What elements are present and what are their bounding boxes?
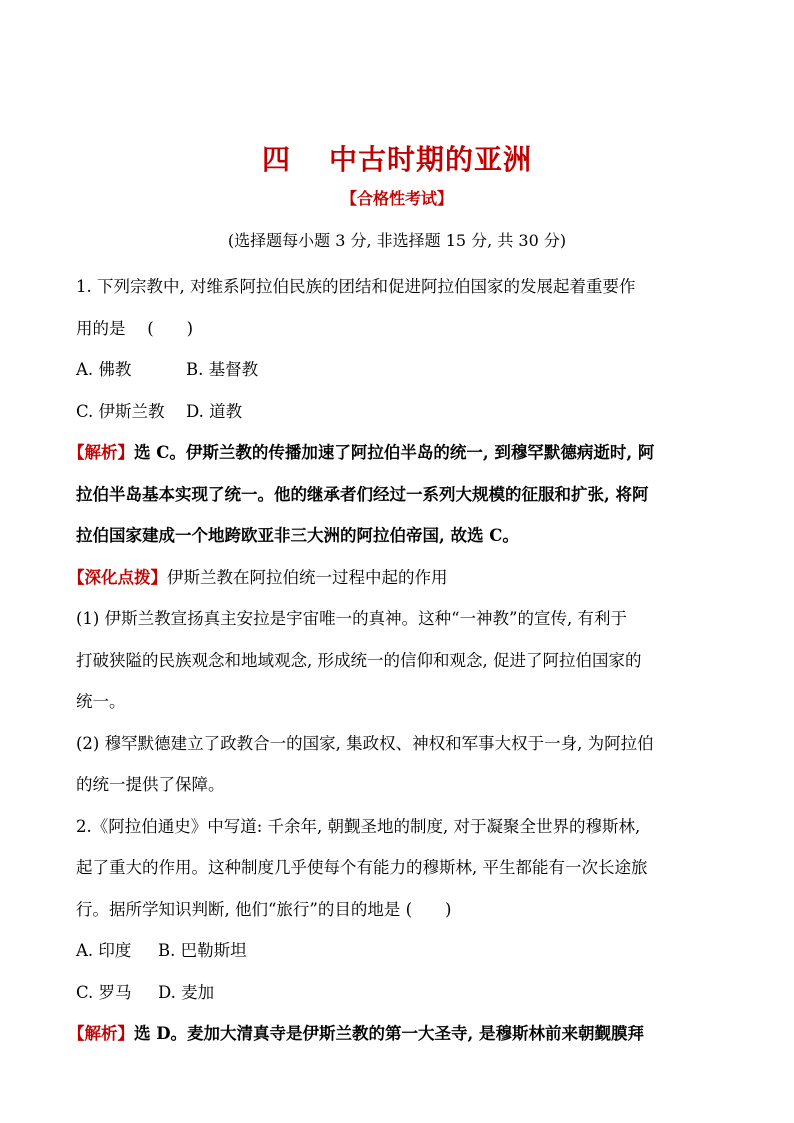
q2-option-d: D. 麦加 xyxy=(158,982,215,1002)
q1-analysis-line-2: 拉伯半岛基本实现了统一。他的继承者们经过一系列大规模的征服和扩张, 将阿 xyxy=(76,484,649,504)
q2-options-row-2 xyxy=(76,972,724,1014)
q1-stem-line-1: 1. 下列宗教中, 对维系阿拉伯民族的团结和促进阿拉伯国家的发展起着重要作 xyxy=(76,277,636,296)
q1-tip-p1-line-3: 统一。 xyxy=(76,692,126,711)
q1-analysis-tag: 【解析】 xyxy=(68,443,134,462)
q1-option-d: D. 道教 xyxy=(186,401,243,421)
q1-options-row-2 xyxy=(76,391,724,433)
q1-option-c: C. 伊斯兰教 xyxy=(76,401,165,421)
q2-options-row-1 xyxy=(76,930,724,972)
title-text: 中古时期的亚洲 xyxy=(329,143,533,176)
q1-option-a: A. 佛教 xyxy=(76,360,132,379)
page-title xyxy=(0,138,794,178)
q2-option-b: B. 巴勒斯坦 xyxy=(158,941,247,960)
scoring-note: (选择题每小题 3 分, 非选择题 15 分, 共 30 分) xyxy=(227,231,567,250)
q2-option-c: C. 罗马 xyxy=(76,982,132,1002)
q1-tip-heading: 伊斯兰教在阿拉伯统一过程中起的作用 xyxy=(167,567,448,587)
question-content xyxy=(68,266,724,1055)
q2-analysis-line-1 xyxy=(68,1013,724,1055)
q2-option-a: A. 印度 xyxy=(76,941,132,960)
q1-option-b: B. 基督教 xyxy=(186,360,259,379)
q2-analysis-text-1: 选 D。麦加大清真寺是伊斯兰教的第一大圣寺, 是穆斯林前来朝觐膜拜 xyxy=(134,1024,645,1043)
q1-tip-p2-line-2: 的统一提供了保障。 xyxy=(76,775,225,794)
q1-tip-heading-line xyxy=(68,557,724,599)
exam-type-label: 【合格性考试】 xyxy=(340,189,453,208)
title-number: 四 xyxy=(261,143,291,176)
q2-analysis-tag: 【解析】 xyxy=(68,1024,134,1043)
q1-tip-p1-line-2: 打破狭隘的民族观念和地域观念, 形成统一的信仰和观念, 促进了阿拉伯国家的 xyxy=(76,650,642,670)
q1-tip-p1-line-1: (1) 伊斯兰教宣扬真主安拉是宇宙唯一的真神。这种“一神教”的宣传, 有利于 xyxy=(76,609,627,628)
q1-analysis-text-1: 选 C。伊斯兰教的传播加速了阿拉伯半岛的统一, 到穆罕默德病逝时, 阿 xyxy=(134,443,655,462)
q1-tip-p2-line-1: (2) 穆罕默德建立了政教合一的国家, 集政权、神权和军事大权于一身, 为阿拉伯 xyxy=(76,733,654,753)
q1-stem-line-2: 用的是 ( ) xyxy=(76,318,194,338)
q1-options-row-1 xyxy=(76,349,724,391)
q2-stem-line-1: 2.《阿拉伯通史》中写道: 千余年, 朝觐圣地的制度, 对于凝聚全世界的穆斯林, xyxy=(76,816,641,836)
q1-tip-tag: 【深化点拨】 xyxy=(68,567,167,587)
q2-stem-line-3: 行。据所学知识判断, 他们“旅行”的目的地是 ( ) xyxy=(76,899,452,919)
q1-analysis-line-1 xyxy=(68,432,724,474)
q1-analysis-line-3: 拉伯国家建成一个地跨欧亚非三大洲的阿拉伯帝国, 故选 C。 xyxy=(76,526,519,545)
q2-stem-line-2: 起了重大的作用。这种制度几乎使每个有能力的穆斯林, 平生都能有一次长途旅 xyxy=(76,858,648,877)
